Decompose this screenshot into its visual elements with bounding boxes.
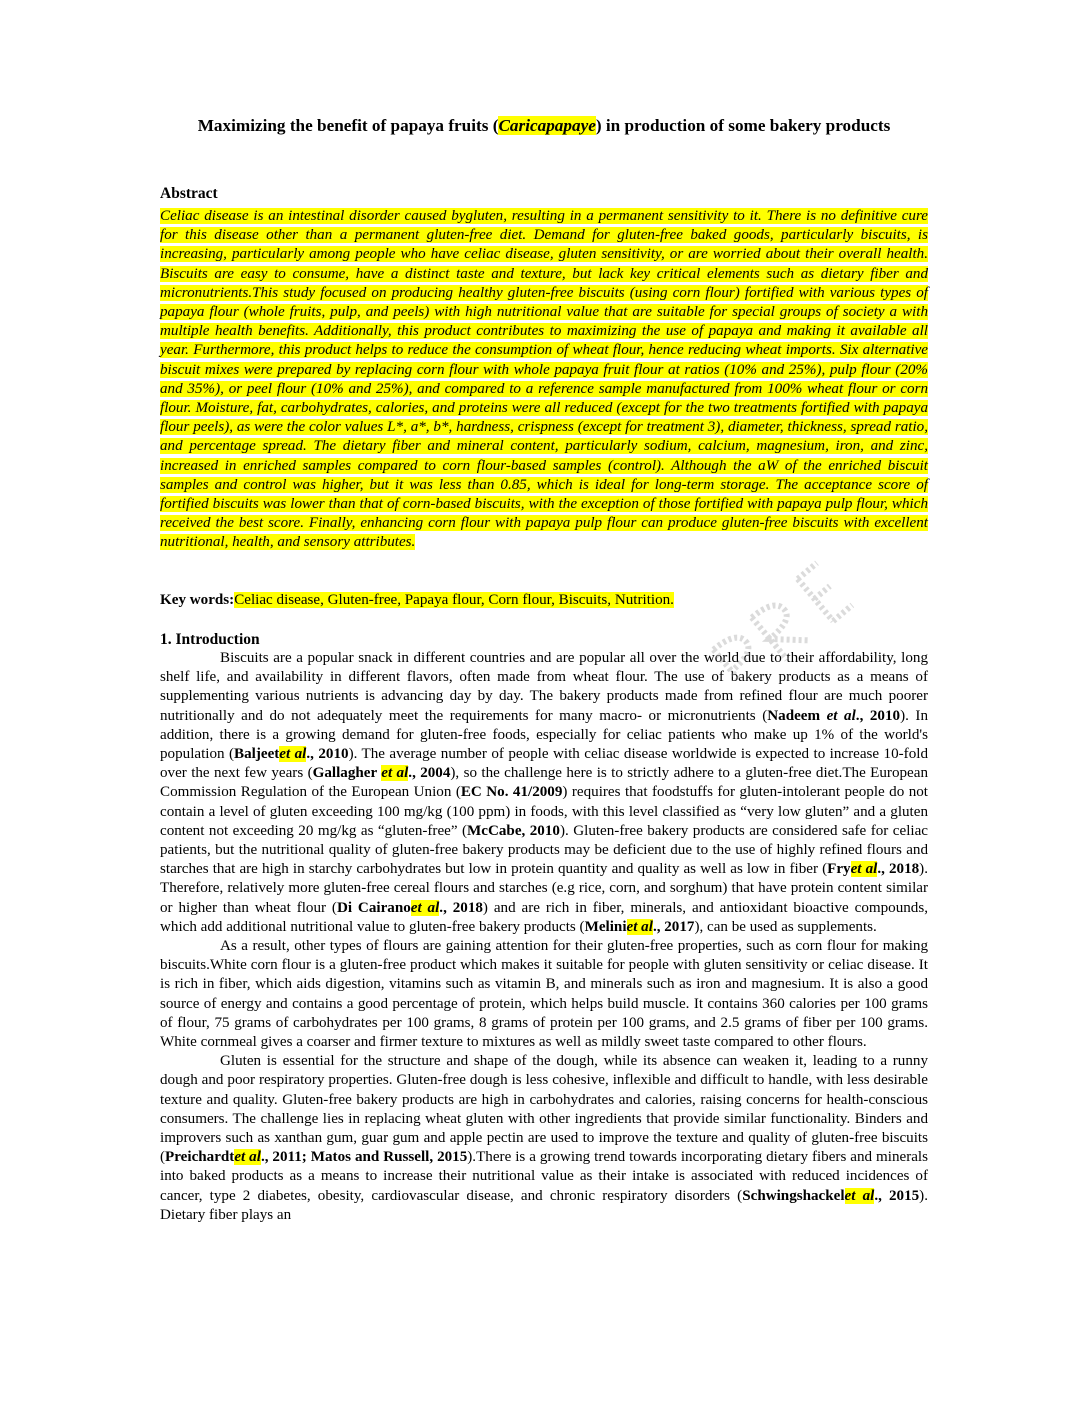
abstract-heading: Abstract [160, 185, 218, 202]
citation-year: ., 2011; Matos and Russell, 2015 [260, 1149, 468, 1166]
text-run: ). Gluten-free bakery products are considered safe for celiac patients, but the nutritional quality of gluten-free bakery products may be deficient due to the use of highly refined flours and starches that are high in starchy carbohydrates but low in protein quantity and quality as well as low in fiber ( [160, 822, 928, 878]
keywords-line [160, 591, 928, 610]
citation-schwingshackel [742, 1188, 919, 1204]
paragraph-1 [160, 649, 928, 937]
citation-year: ., 2018 [439, 899, 483, 916]
citation-nadeem [767, 708, 900, 724]
citation-author: Gallagher [312, 765, 382, 782]
abstract-text-highlight: Celiac disease is an intestinal disorder caused bygluten, resulting in a permanent sensitivity to it. There is no definitive cure for this disease other than a permanent gluten-free diet. Demand for gluten-free baked goods, particularly biscuits, is increasing, particularly among people who have celiac disease, gluten sensitivity, or are worried about their overall health. Biscuits are easy to consume, have a distinct taste and texture, but lack key critical elements such as dietary fiber and micronutrients.This study focused on producing healthy gluten-free biscuits (using corn flour) fortified with various types of papaya flour (whole fruits, pulp, and peels) with high nutritional value that are suitable for special groups of society a with multiple health benefits. Additionally, this product contributes to maximizing the use of papaya and making it available all year. Furthermore, this product helps to reduce the consumption of wheat flour, hence reducing wheat imports. Six alternative biscuit mixes were prepared by replacing corn flour with whole papaya fruit flour at ratios (10% and 25%), pulp flour (20% and 35%), or peel flour (10% and 25%), and compared to a reference sample manufactured from 100% wheat flour or corn flour. Moisture, fat, carbohydrates, calories, and proteins were all reduced (except for the two treatments fortified with papaya flour peels), as were the color values L*, a*, b*, hardness, crispness (except for treatment 3), diameter, thickness, spread ratio, and percentage spread. The dietary fiber and mineral content, particularly sodium, calcium, magnesium, iron, and zinc, increased in enriched samples compared to corn flour-based samples (control). Although the aW of the enriched biscuit samples and control was higher, but it was less than 0.85, which is ideal for long-term storage. The acceptance score of fortified biscuits was lower than that of corn-based biscuits, with the exception of those fortified with papaya pulp flour, which received the best score. Finally, enhancing corn flour with papaya pulp flour can produce gluten-free biscuits with excellent nutritional, health, and sensory attributes. [160, 208, 928, 551]
citation-etal-highlight: et al [234, 1149, 261, 1166]
citation-etal-highlight: et al [279, 746, 307, 763]
citation-melini [585, 919, 695, 935]
title-text-start: Maximizing the benefit of papaya fruits ( [197, 116, 499, 135]
text-run: Biscuits are a popular snack in different countries and are popular all over the world due to their affordability, long shelf life, and availability in different flavors, often made from wheat flour. The use of bakery products as a means of supplementing various nutrients is advancing day by day. The bakery products made from refined flour are much poorer nutritionally and do not adequately meet the requirements for many macro- or micronutrients ( [160, 650, 928, 724]
title-species-highlight: Caricapapaye [498, 116, 596, 135]
text-run: ), can be used as supplements. [694, 918, 877, 935]
document-page [160, 0, 928, 1408]
text-run: ). Therefore, relatively more gluten-free cereal flours and starches (e.g rice, corn, and sorghum) that have protein content similar or higher than wheat flour ( [160, 861, 928, 916]
citation-year: ., 2004 [408, 765, 451, 782]
paragraph-2: As a result, other types of flours are gaining attention for their gluten-free properties, such as corn flour for making biscuits.White corn flour is a gluten-free product which makes it suitable for people with gluten sensitivity or celiac disease. It is rich in fiber, which aids digestion, vitamins such as vitamin B, and minerals such as iron and magnesium. It is also a good source of energy and contains a good percentage of protein, which helps build muscle. It contains 360 calories per 100 grams of flour, 75 grams of carbohydrates per 100 grams, 8 grams of protein per 100 grams, and 2.5 grams of fiber per 100 grams. White cornmeal gives a coarser and firmer texture to mixtures as well as mildly sweet taste compared to other flours. [160, 938, 928, 1051]
citation-etal-highlight: et al [850, 861, 878, 878]
text-run: ) requires that foodstuffs for gluten-intolerant people do not contain a level of gluten exceeding 100 mg/kg (100 ppm) in foods, with this level classified as “very low gluten” and a gluten content not exceeding 20 mg/kg as “gluten-free” ( [160, 784, 928, 839]
text-run: ). The average number of people with celiac disease worldwide is expected to increase 10-fold over the next few years ( [160, 746, 928, 782]
citation-fry [827, 861, 919, 877]
introduction-body [160, 649, 928, 1225]
citation-year: ., 2010 [306, 746, 349, 763]
citation-etal: et al [826, 707, 856, 724]
keywords-text: Celiac disease, Gluten-free, Papaya flour, Corn flour, Biscuits, Nutrition. [234, 592, 674, 608]
citation-etal-highlight: et al [410, 899, 440, 916]
citation-etal-highlight: et al [844, 1187, 875, 1204]
text-run: ). In addition, there is a growing demand for gluten-free foods, especially for celiac patients who make up 1% of the world's population ( [160, 707, 928, 763]
section-heading-introduction: 1. Introduction [160, 631, 260, 648]
title-text-end: ) in production of some bakery products [595, 116, 891, 135]
paper-title [140, 115, 948, 137]
text-run: ), so the challenge here is to strictly adhere to a gluten-free diet.The European Commission Regulation of the European Union ( [160, 765, 928, 801]
keywords-label: Key words: [160, 592, 235, 608]
citation-preichardt [165, 1149, 467, 1165]
citation-ec-regulation: EC No. 41/2009 [460, 784, 563, 801]
citation-year: ., 2010 [855, 707, 901, 724]
citation-year: ., 2015 [874, 1187, 920, 1204]
citation-author: Preichardt [165, 1149, 235, 1166]
citation-author: Melini [584, 918, 627, 935]
citation-baljeet [234, 746, 349, 762]
citation-gallagher [313, 765, 451, 781]
citation-year: ., 2018 [877, 861, 920, 878]
citation-author: Di Cairano [336, 899, 411, 916]
citation-author: Fry [827, 861, 851, 878]
citation-etal-highlight: et al [381, 765, 409, 782]
citation-di-cairano [337, 900, 483, 916]
text-run: ). Dietary fiber plays an [160, 1187, 928, 1223]
abstract-body [160, 207, 928, 553]
citation-author: Nadeem [767, 707, 827, 724]
citation-year: ., 2017 [652, 918, 695, 935]
text-run: Gluten is essential for the structure and shape of the dough, while its absence can weaken it, leading to a runny dough and poor respiratory properties. Gluten-free dough is less cohesive, inflexible and difficult to handle, with less desirable texture and quality. Gluten-free bakery products are high in carbohydrates and calories, raising concerns for health-conscious consumers. The challenge lies in replacing wheat gluten with other ingredients that provide similar functionality. Binders and improvers such as xanthan gum, guar gum and apple pectin are used to improve the texture and quality of gluten-free biscuits ( [160, 1053, 928, 1166]
citation-etal-highlight: et al [626, 918, 653, 935]
citation-mccabe: McCabe, 2010 [467, 822, 560, 839]
paragraph-3 [160, 1052, 928, 1225]
text-run: ) and are rich in fiber, minerals, and antioxidant bioactive compounds, which add additional nutritional value to gluten-free bakery products ( [160, 899, 928, 935]
citation-author: Schwingshackel [742, 1187, 845, 1204]
text-run: ).There is a growing trend towards incorporating dietary fibers and minerals into baked products as a means to increase their nutritional value as their intake is associated with reduced incidences of cancer, type 2 diabetes, obesity, cardiovascular disease, and chronic respiratory disorders ( [160, 1149, 928, 1204]
citation-author: Baljeet [234, 746, 280, 763]
